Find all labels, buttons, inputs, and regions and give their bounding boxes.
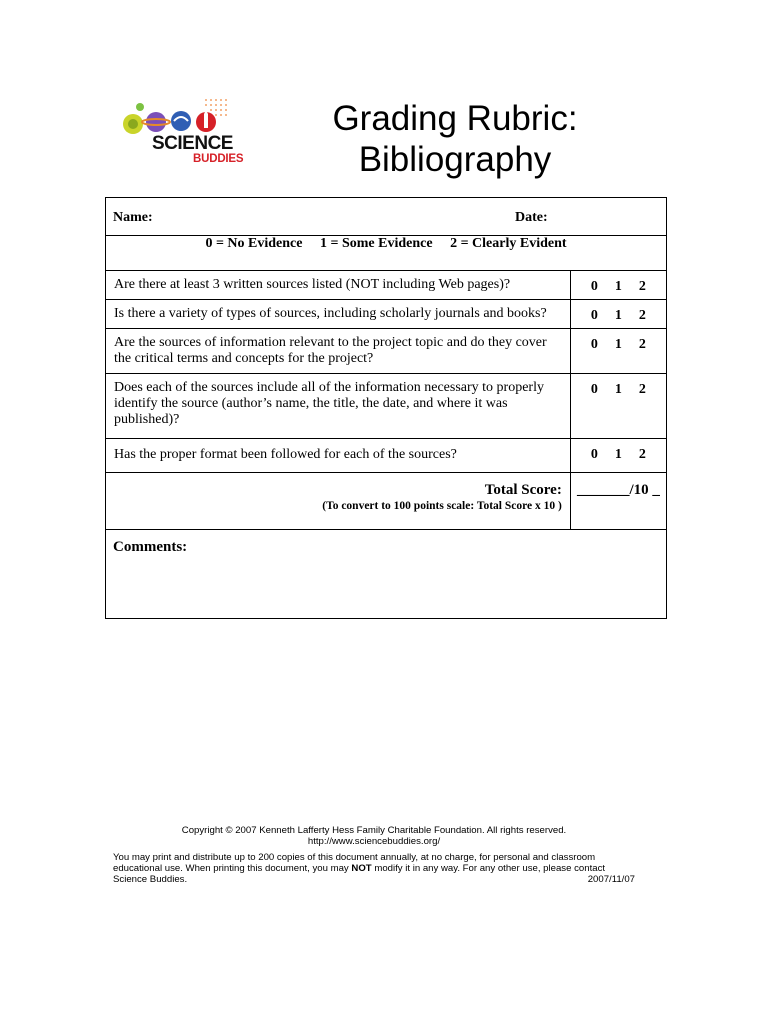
score-options (570, 329, 666, 374)
legend-row (106, 236, 667, 271)
logo-text-buddies: BUDDIES (193, 153, 244, 165)
copyright-text: Copyright © 2007 Kenneth Lafferty Hess Family Charitable Foundation. All rights reserved. (181, 825, 567, 836)
legend-item-0: 0 = No Evidence (205, 236, 303, 251)
score-0: 0 (590, 447, 598, 462)
rubric-table (105, 197, 667, 619)
criterion-text: Does each of the sources include all of the information necessary to properly identify the source (author’s name, the title, the date, and where it was published)? (106, 374, 571, 439)
score-0: 0 (590, 308, 598, 323)
notice-emphasis: NOT (351, 863, 372, 874)
criterion-text: Has the proper format been followed for each of the sources? (106, 439, 571, 473)
total-score-blank: _______/10 _ (570, 473, 666, 530)
name-date-row (106, 198, 667, 236)
website-link[interactable]: http://www.sciencebuddies.org/ (307, 836, 441, 847)
notice-text-1: You may print and distribute up to 200 copies of this document annually, at no charge, for personal and classroom educational use. When printing this document, you may (113, 852, 596, 874)
conversion-note: (To convert to 100 points scale: Total Score x 10 ) (322, 500, 562, 512)
score-options (570, 439, 666, 473)
total-row (106, 473, 667, 530)
legend-item-2: 2 = Clearly Evident (450, 236, 567, 251)
score-2: 2 (638, 308, 646, 323)
score-0: 0 (590, 279, 598, 294)
science-buddies-logo (118, 96, 244, 178)
legend-item-1: 1 = Some Evidence (319, 236, 433, 251)
rubric-row (106, 329, 667, 374)
page-title (300, 98, 610, 180)
score-2: 2 (638, 447, 646, 462)
score-0: 0 (590, 337, 598, 352)
score-options (570, 271, 666, 300)
rubric-row (106, 300, 667, 329)
title-line-2: Bibliography (358, 140, 552, 179)
rubric-row (106, 374, 667, 439)
rubric-row (106, 439, 667, 473)
name-label: Name: (113, 210, 153, 225)
score-2: 2 (638, 279, 646, 294)
score-options (570, 374, 666, 439)
notice-text-2: modify it in any way. For any other use, please contact Science Buddies. (113, 863, 606, 885)
footer (113, 825, 635, 885)
total-score-label: Total Score: (484, 482, 562, 498)
criterion-text: Is there a variety of types of sources, including scholarly journals and books? (106, 300, 571, 329)
score-1: 1 (614, 337, 622, 352)
score-1: 1 (614, 279, 622, 294)
score-2: 2 (638, 382, 646, 397)
title-line-1: Grading Rubric: (332, 99, 578, 138)
score-2: 2 (638, 337, 646, 352)
criterion-text: Are the sources of information relevant to the project topic and do they cover the critical terms and concepts for the project? (106, 329, 571, 374)
score-options (570, 300, 666, 329)
document-date: 2007/11/07 (587, 874, 635, 885)
comments-row (106, 530, 667, 619)
logo-text-science: SCIENCE (152, 133, 233, 154)
score-1: 1 (614, 308, 622, 323)
criterion-text: Are there at least 3 written sources listed (NOT including Web pages)? (106, 271, 571, 300)
score-0: 0 (590, 382, 598, 397)
date-label: Date: (515, 210, 548, 225)
rubric-row (106, 271, 667, 300)
score-1: 1 (614, 447, 622, 462)
score-1: 1 (614, 382, 622, 397)
comments-label: Comments: (113, 539, 188, 555)
